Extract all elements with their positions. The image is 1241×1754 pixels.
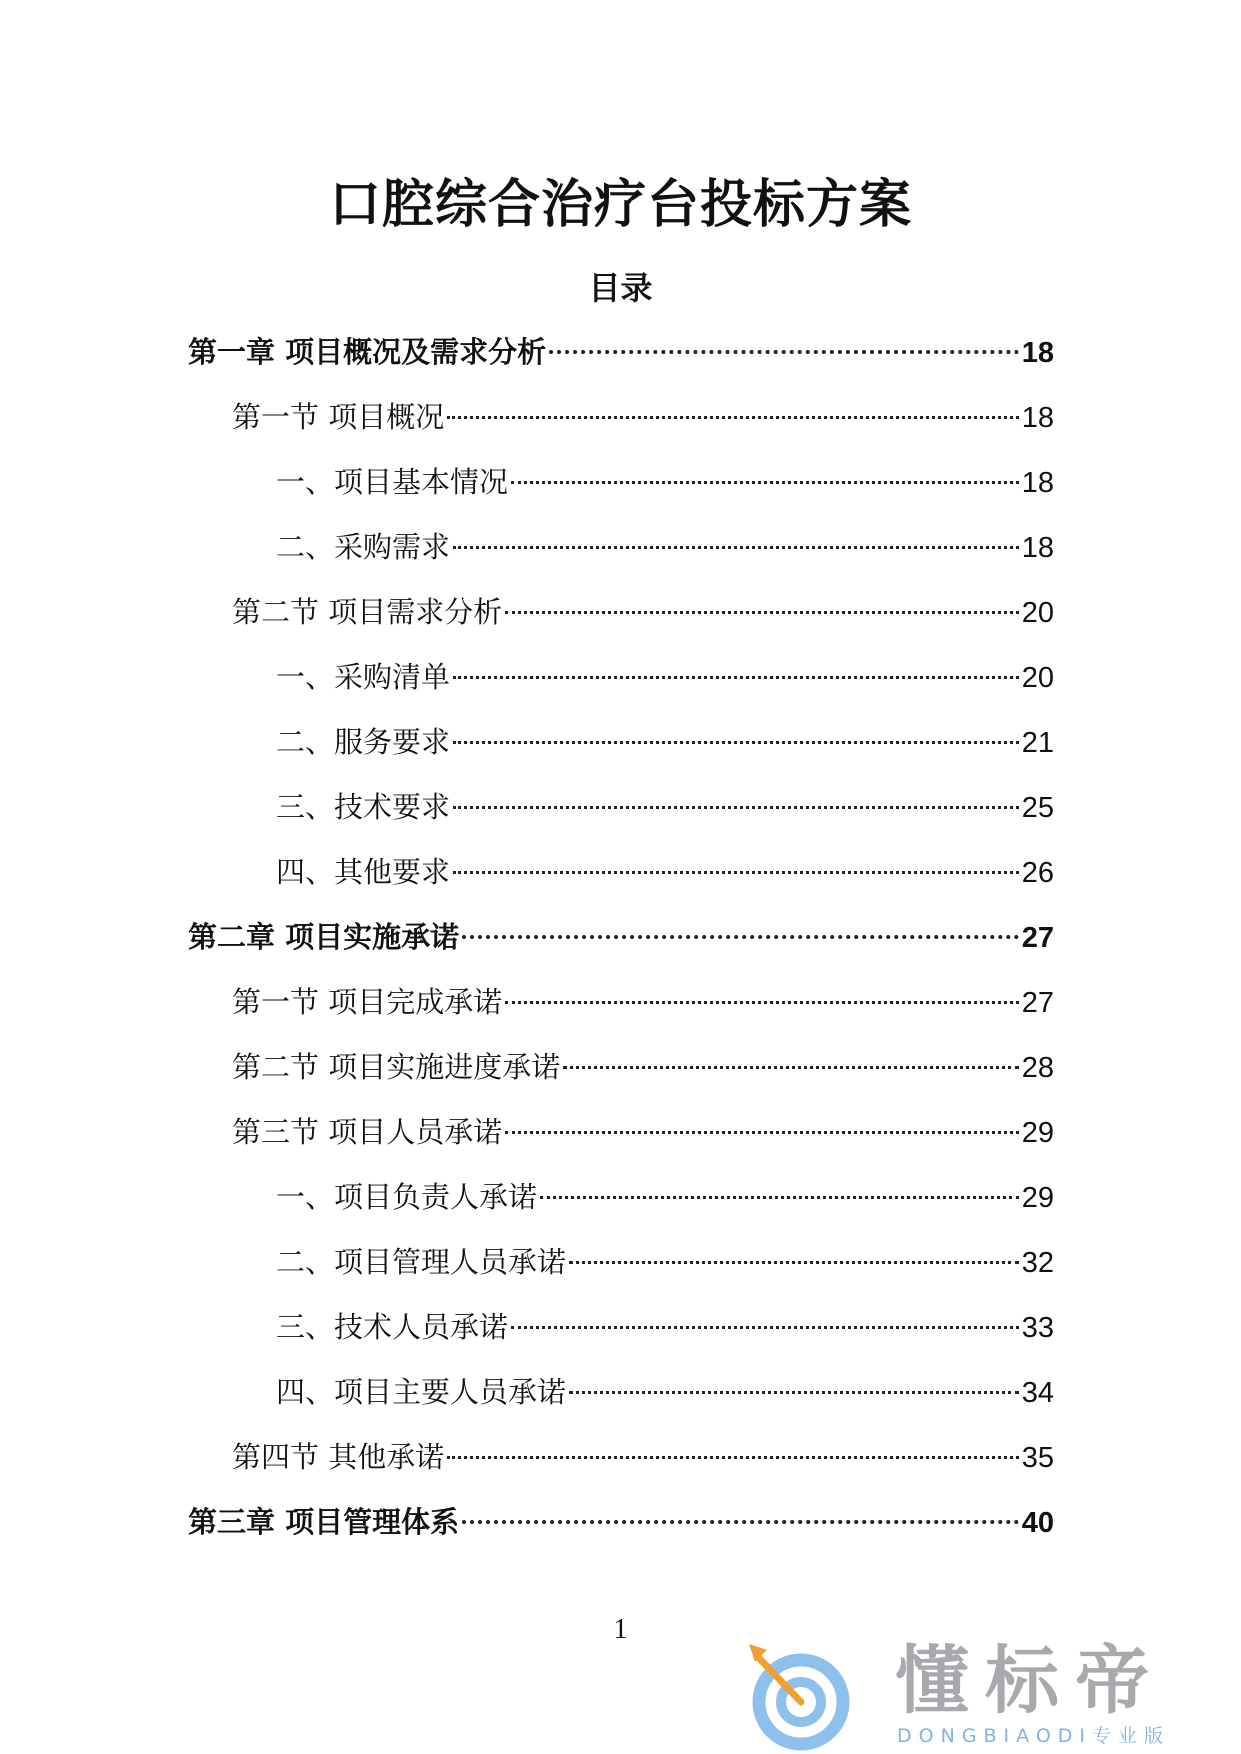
toc-entry-page: 27 — [1021, 987, 1054, 1019]
toc-dot-leader — [569, 1261, 1019, 1264]
toc-entry-title: 第二节 项目实施进度承诺 — [232, 1050, 561, 1084]
toc-dot-leader — [540, 1196, 1019, 1199]
toc-entry-page: 29 — [1021, 1117, 1054, 1149]
toc-entry-title: 四、项目主要人员承诺 — [276, 1375, 567, 1409]
toc-dot-leader — [462, 1520, 1019, 1524]
toc-entry[interactable] — [188, 716, 1054, 781]
toc-entry-page: 18 — [1021, 402, 1054, 434]
target-arrow-icon — [745, 1638, 865, 1752]
toc-dot-leader — [505, 1131, 1019, 1134]
toc-dot-leader — [569, 1391, 1019, 1394]
toc-dot-leader — [462, 935, 1019, 939]
toc-entry-title: 第三节 项目人员承诺 — [232, 1115, 503, 1149]
watermark — [745, 1638, 1235, 1752]
toc-entry-page: 40 — [1021, 1507, 1054, 1539]
document-title: 口腔综合治疗台投标方案 — [328, 175, 912, 235]
toc-entry-title: 四、其他要求 — [276, 855, 451, 889]
toc-entry-page: 20 — [1021, 662, 1054, 694]
toc-dot-leader — [447, 1456, 1019, 1459]
toc-dot-leader — [505, 1001, 1019, 1004]
toc-entry-page: 21 — [1021, 727, 1054, 759]
toc-entry-page: 32 — [1021, 1247, 1054, 1279]
toc-entry-page: 33 — [1021, 1312, 1054, 1344]
toc-entry-title: 三、技术要求 — [276, 790, 451, 824]
toc-dot-leader — [563, 1066, 1019, 1069]
table-of-contents — [188, 326, 1054, 1561]
toc-dot-leader — [453, 806, 1019, 809]
page-number: 1 — [613, 1614, 628, 1645]
toc-entry-page: 18 — [1021, 532, 1054, 564]
toc-entry-title: 三、技术人员承诺 — [276, 1310, 509, 1344]
toc-dot-leader — [549, 350, 1019, 354]
toc-entry-page: 35 — [1021, 1442, 1054, 1474]
toc-entry-title: 第三章 项目管理体系 — [188, 1505, 460, 1539]
toc-dot-leader — [453, 676, 1019, 679]
toc-entry[interactable] — [188, 1171, 1054, 1236]
toc-entry[interactable] — [188, 1236, 1054, 1301]
watermark-subtitle: DONGBIAODI专业版 — [897, 1725, 1171, 1747]
toc-entry-page: 27 — [1021, 922, 1054, 954]
toc-entry[interactable] — [188, 1041, 1054, 1106]
toc-entry-page: 28 — [1021, 1052, 1054, 1084]
toc-entry-title: 第一章 项目概况及需求分析 — [188, 335, 547, 369]
toc-entry-page: 29 — [1021, 1182, 1054, 1214]
toc-entry-title: 第二章 项目实施承诺 — [188, 920, 460, 954]
toc-entry[interactable] — [188, 1496, 1054, 1561]
toc-entry-title: 第一节 项目完成承诺 — [232, 985, 503, 1019]
toc-dot-leader — [505, 611, 1019, 614]
toc-entry-page: 18 — [1021, 337, 1054, 369]
toc-entry-title: 二、采购需求 — [276, 530, 451, 564]
toc-entry-page: 18 — [1021, 467, 1054, 499]
toc-dot-leader — [453, 871, 1019, 874]
toc-entry[interactable] — [188, 1366, 1054, 1431]
toc-entry[interactable] — [188, 456, 1054, 521]
toc-dot-leader — [511, 1326, 1019, 1329]
toc-dot-leader — [453, 741, 1019, 744]
toc-dot-leader — [447, 416, 1019, 419]
toc-entry-title: 第四节 其他承诺 — [232, 1440, 445, 1474]
toc-dot-leader — [511, 481, 1019, 484]
toc-entry-page: 26 — [1021, 857, 1054, 889]
toc-entry-title: 一、项目基本情况 — [276, 465, 509, 499]
toc-entry[interactable] — [188, 521, 1054, 586]
toc-entry-title: 二、服务要求 — [276, 725, 451, 759]
toc-entry[interactable] — [188, 1431, 1054, 1496]
toc-entry-title: 二、项目管理人员承诺 — [276, 1245, 567, 1279]
toc-entry-title: 一、采购清单 — [276, 660, 451, 694]
toc-entry[interactable] — [188, 326, 1054, 391]
toc-entry[interactable] — [188, 781, 1054, 846]
toc-entry-page: 25 — [1021, 792, 1054, 824]
toc-entry-page: 34 — [1021, 1377, 1054, 1409]
toc-dot-leader — [453, 546, 1019, 549]
toc-entry[interactable] — [188, 846, 1054, 911]
toc-heading: 目录 — [588, 269, 653, 307]
toc-entry-page: 20 — [1021, 597, 1054, 629]
toc-entry[interactable] — [188, 976, 1054, 1041]
toc-entry[interactable] — [188, 1301, 1054, 1366]
toc-entry[interactable] — [188, 391, 1054, 456]
toc-entry[interactable] — [188, 1106, 1054, 1171]
watermark-name: 懂标帝 — [895, 1638, 1165, 1724]
toc-entry-title: 一、项目负责人承诺 — [276, 1180, 538, 1214]
toc-entry[interactable] — [188, 586, 1054, 651]
toc-entry-title: 第一节 项目概况 — [232, 400, 445, 434]
toc-entry[interactable] — [188, 651, 1054, 716]
toc-entry[interactable] — [188, 911, 1054, 976]
toc-entry-title: 第二节 项目需求分析 — [232, 595, 503, 629]
